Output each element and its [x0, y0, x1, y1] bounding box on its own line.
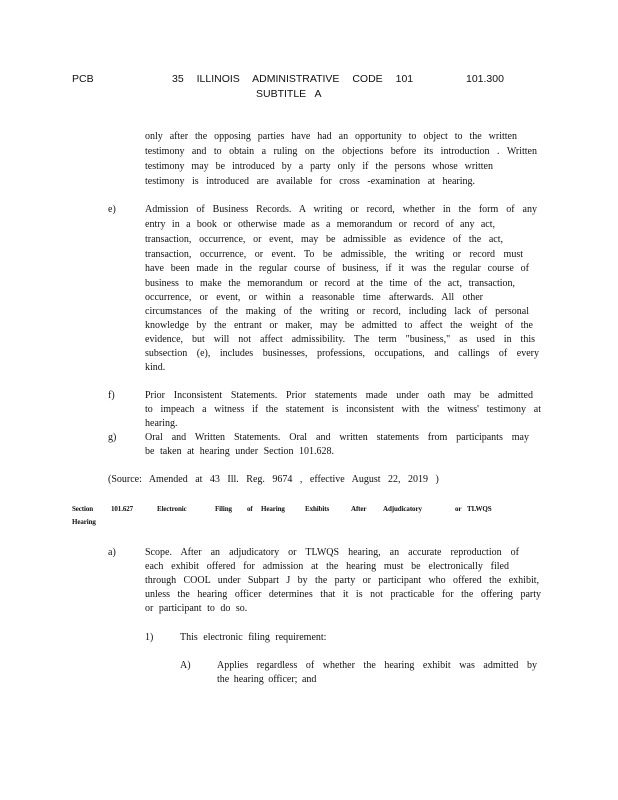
paragraph-line: Prior Inconsistent Statements. Prior statements made under oath may be admitted — [145, 390, 533, 401]
paragraph-line: hearing. — [145, 418, 178, 429]
paragraph-line: through COOL under Subpart J by the party or participant who offered the exhibit, — [145, 575, 539, 586]
header-agency: PCB — [72, 73, 94, 85]
paragraph-line: testimony may be introduced by a party only if the persons whose written — [145, 161, 493, 172]
paragraph-line: business to make the memorandum or record at the time of the act, transaction, — [145, 278, 515, 289]
source-note: (Source: Amended at 43 Ill. Reg. 9674 , effective August 22, 2019 ) — [108, 474, 439, 485]
paragraph-line: subsection (e), includes businesses, professions, occupations, and callings of every — [145, 348, 539, 359]
paragraph-line: evidence, but will not affect admissibility. The term "business," as used in this — [145, 334, 535, 345]
header-code-line: 35 ILLINOIS ADMINISTRATIVE CODE 101 — [172, 73, 414, 85]
subsection-label: e) — [108, 204, 116, 215]
paragraph-line: unless the hearing officer determines that it is not practicable for the offering party — [145, 589, 541, 600]
paragraph-line: only after the opposing parties have had an opportunity to object to the written — [145, 131, 517, 142]
section-word: Section — [72, 505, 94, 513]
section-title-word: After — [351, 505, 367, 513]
section-title-word: Electronic — [157, 505, 187, 513]
subsection-label: f) — [108, 390, 115, 401]
paragraph-line: occurrence, or event, or within a reasonable time afterwards. All other — [145, 292, 483, 303]
paragraph-line: testimony is introduced are available for cross -examination at hearing. — [145, 176, 475, 187]
section-title-word: or — [455, 505, 462, 513]
paragraph-line: entry in a book or otherwise made as a memorandum or record of any act, — [145, 219, 495, 230]
section-title-word: Adjudicatory — [383, 505, 422, 513]
paragraph-line: or participant to do so. — [145, 603, 248, 614]
section-title-word: TLWQS — [467, 505, 492, 513]
subsection-label: g) — [108, 432, 117, 443]
paragraph-line: Applies regardless of whether the hearing exhibit was admitted by — [217, 660, 537, 671]
paragraph-line: to impeach a witness if the statement is inconsistent with the witness' testimony at — [145, 404, 541, 415]
subsection-label: a) — [108, 547, 116, 558]
paragraph-line: testimony and to obtain a ruling on the objections before its introduction . Written — [145, 146, 537, 157]
paragraph-line: Scope. After an adjudicatory or TLWQS hearing, an accurate reproduction of — [145, 547, 519, 558]
paragraph-line: have been made in the regular course of business, if it was the regular course of — [145, 263, 529, 274]
section-title-word: Exhibits — [305, 505, 330, 513]
paragraph-line: Oral and Written Statements. Oral and written statements from participants may — [145, 432, 529, 443]
header-subtitle: SUBTITLE A — [256, 88, 322, 100]
section-title-word: Hearing — [261, 505, 285, 513]
paragraph-line: knowledge by the entrant or maker, may be admitted to affect the weight of the — [145, 320, 533, 331]
paragraph-line: each exhibit offered for admission at the hearing must be electronically filed — [145, 561, 509, 572]
paragraph-line: be taken at hearing under Section 101.628. — [145, 446, 335, 457]
subsection-label: A) — [180, 660, 191, 671]
paragraph-line: This electronic filing requirement: — [180, 632, 327, 643]
paragraph-line: transaction, occurrence, or event, may be admissible as evidence of the act, — [145, 234, 503, 245]
section-title-continued: Hearing — [72, 518, 96, 526]
paragraph-line: the hearing officer; and — [217, 674, 317, 685]
paragraph-line: Admission of Business Records. A writing or record, whether in the form of any — [145, 204, 537, 215]
section-title-word: of — [247, 505, 253, 513]
paragraph-line: circumstances of the making of the writing or record, including lack of personal — [145, 306, 529, 317]
section-number: 101.627 — [111, 505, 134, 513]
header-section-number: 101.300 — [466, 73, 504, 85]
section-title-word: Filing — [215, 505, 232, 513]
paragraph-line: transaction, occurrence, or event. To be admissible, the writing or record must — [145, 249, 523, 260]
subsection-label: 1) — [145, 632, 154, 643]
paragraph-line: kind. — [145, 362, 166, 373]
